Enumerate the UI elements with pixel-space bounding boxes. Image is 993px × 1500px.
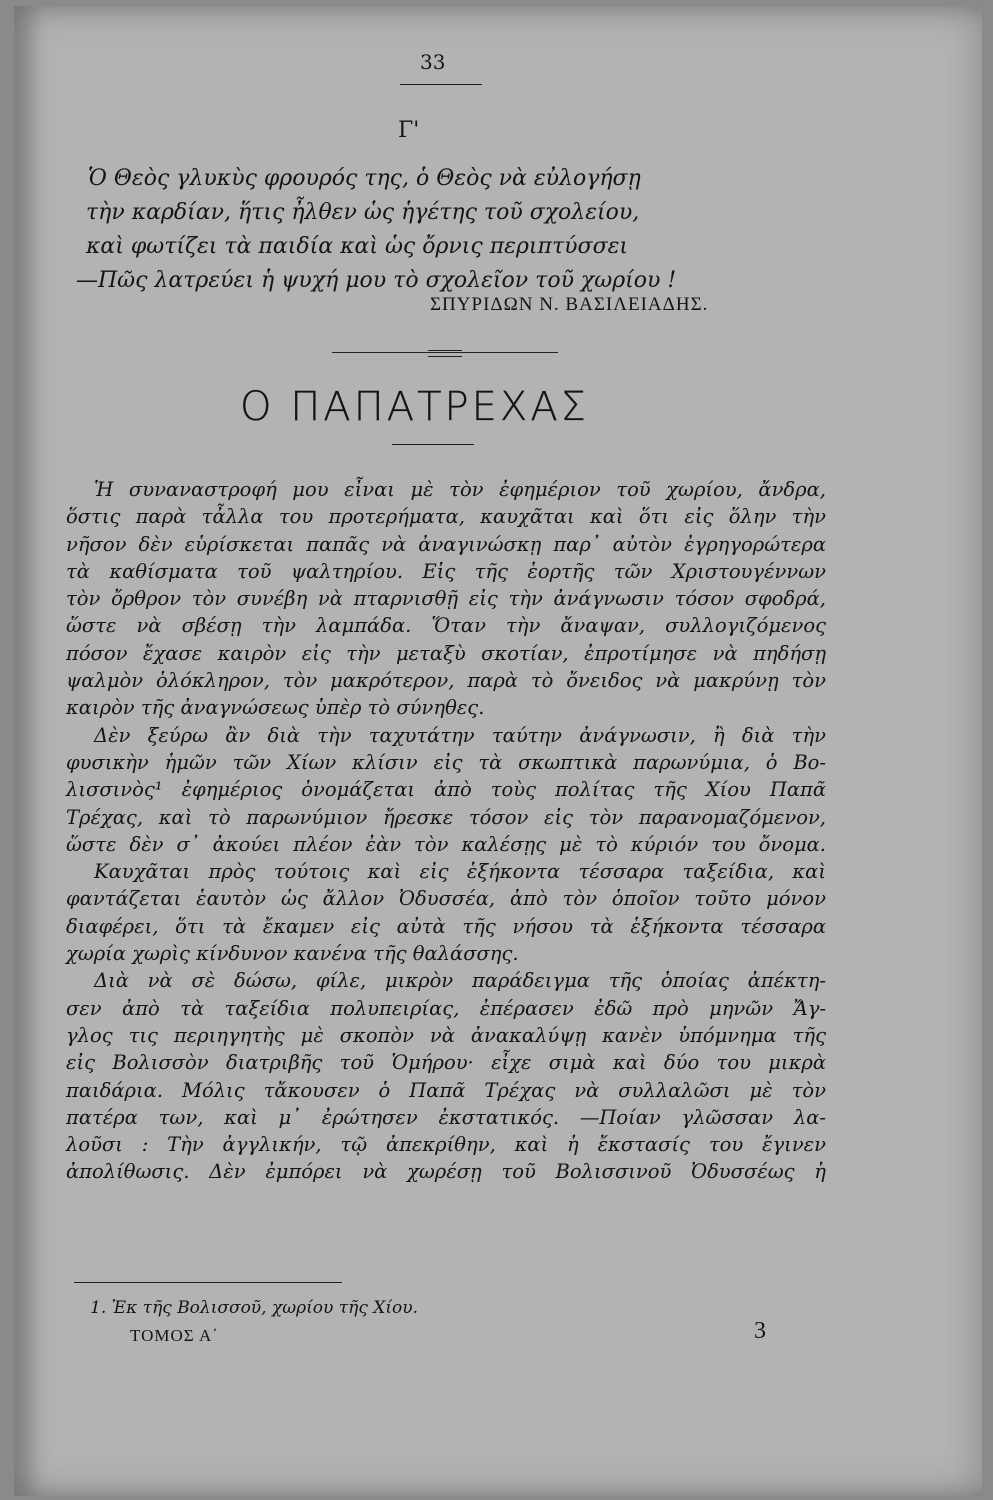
poem-section-number: Γ' [398,118,420,143]
text-line: διαφέρει, ὅτι τὰ ἔκαμεν εἰς αὐτὰ τῆς νήσου τὰ ἑξήκοντα τέσσαρα [66,914,826,938]
article-body [66,476,826,1186]
book-page [14,6,982,1496]
text-line: ἀπολίθωσις. Δὲν ἐμπόρει νὰ χωρέσῃ τοῦ Βολισσινοῦ Ὀδυσσέως ἡ [66,1160,826,1184]
text-line: ψαλμὸν ὁλόκληρον, τὸν μακρότερον, παρὰ τὸ ὄνειδος νὰ μακρύνῃ τὸν [66,669,826,693]
text-line: καιρὸν τῆς ἀναγνώσεως ὑπὲρ τὸ σύνηθες. [66,696,485,720]
text-line: λισσινὸς¹ ἐφημέριος ὀνομάζεται ἀπὸ τοὺς πολίτας τῆς Χίου Παπᾶ [66,778,826,802]
poem-line: —Πῶς λατρεύει ἡ ψυχή μου τὸ σχολεῖον τοῦ χωρίου ! [76,268,677,293]
text-line: Τρέχας, καὶ τὸ παρωνύμιον ἤρεσκε τόσον εἰς τὸν παρανομαζόμενον, [66,805,826,829]
article-title: Ο ΠΑΠΑΤΡΕΧΑΣ [240,384,589,430]
text-line: σεν ἀπὸ τὰ ταξείδια πολυπειρίας, ἐπέρασεν ἐδῶ πρὸ μηνῶν Ἄγ- [66,996,826,1020]
text-line: πόσον ἔχασε καιρὸν εἰς τὴν μεταξὺ σκοτίαν, ἐπροτίμησε νὰ πηδήσῃ [66,641,826,665]
footnote-rule [74,1282,342,1283]
text-line: νῆσον δὲν εὑρίσκεται παπᾶς νὰ ἀναγινώσκῃ παρ᾽ αὐτὸν ἐγρηγορώτερα [66,532,826,556]
text-line: φυσικὴν ἡμῶν τῶν Χίων κλίσιν εἰς τὰ σκωπτικὰ παρωνύμια, ὁ Βο- [66,750,826,774]
divider-ornament [428,350,462,357]
header-rule [400,84,482,85]
text-line: ὅστις παρὰ τἆλλα του προτερήματα, καυχᾶται καὶ ὅτι εἰς ὅλην τὴν [66,505,826,529]
signature-number: 3 [754,1318,766,1344]
text-line: εἰς Βολισσὸν διατριβῆς τοῦ Ὁμήρου· εἶχε σιμὰ καὶ δύο του μικρὰ [66,1051,826,1075]
section-divider [332,352,558,353]
poem-line: καὶ φωτίζει τὰ παιδία καὶ ὡς ὄρνις περιπτύσσει [86,234,629,259]
text-line: Καυχᾶται πρὸς τούτοις καὶ εἰς ἑξήκοντα τέσσαρα ταξείδια, καὶ [94,860,826,884]
text-line: Ἡ συναναστροφή μου εἶναι μὲ τὸν ἐφημέριον τοῦ χωρίου, ἄνδρα, [94,478,826,501]
page-number: 33 [420,50,446,74]
text-line: λοῦσι : Τὴν ἀγγλικήν, τῷ ἀπεκρίθην, καὶ ἡ ἔκστασίς του ἔγινεν [66,1133,826,1157]
text-line: πατέρα των, καὶ μ᾽ ἐρώτησεν ἐκστατικός. —Ποίαν γλῶσσαν λα- [66,1105,826,1129]
poem-line: τὴν καρδίαν, ἥτις ἦλθεν ὡς ἡγέτης τοῦ σχολείου, [86,200,640,225]
text-line: τὸν ὄρθρον τὸν συνέβη νὰ πταρνισθῇ εἰς τὴν ἀνάγνωσιν τόσον σφοδρά, [66,587,826,611]
text-line: φαντάζεται ἑαυτὸν ὡς ἄλλον Ὀδυσσέα, ἀπὸ τὸν ὁποῖον τοῦτο μόνον [66,887,826,911]
text-line: τὰ καθίσματα τοῦ ψαλτηρίου. Εἰς τῆς ἑορτῆς τῶν Χριστουγέννων [66,559,826,583]
poem-line: Ὁ Θεὸς γλυκὺς φρουρός της, ὁ Θεὸς νὰ εὐλογήσῃ [88,166,641,191]
text-line: Διὰ νὰ σὲ δώσω, φίλε, μικρὸν παράδειγμα τῆς ὁποίας ἀπέκτη- [94,969,826,993]
title-underline [392,444,474,445]
footnote: 1. Ἐκ τῆς Βολισσοῦ, χωρίου τῆς Χίου. [90,1298,418,1318]
text-line: παιδάρια. Μόλις τἄκουσεν ὁ Παπᾶ Τρέχας νὰ συλλαλῶσι μὲ τὸν [66,1078,826,1102]
text-line: χωρία χωρὶς κίνδυνον κανένα τῆς θαλάσσης. [66,942,519,966]
text-line: Δὲν ξεύρω ἂν διὰ τὴν ταχυτάτην ταύτην ἀνάγνωσιν, ἢ διὰ τὴν [94,723,826,747]
poem-author: ΣΠΥΡΙΔΩΝ Ν. ΒΑΣΙΛΕΙΑΔΗΣ. [430,294,709,315]
text-line: γλος τις περιηγητὴς μὲ σκοπὸν νὰ ἀνακαλύψῃ κανὲν ὑπόμνημα τῆς [66,1023,826,1047]
text-line: ὥστε δὲν σ᾽ ἀκούει πλέον ἐὰν τὸν καλέσῃς μὲ τὸ κύριόν του ὄνομα. [66,832,826,856]
volume-signature: ΤΟΜΟΣ Α΄ [130,1326,219,1345]
text-line: ὥστε νὰ σβέσῃ τὴν λαμπάδα. Ὅταν τὴν ἄναψαν, συλλογιζόμενος [66,614,826,638]
poem-stanza [76,162,796,298]
